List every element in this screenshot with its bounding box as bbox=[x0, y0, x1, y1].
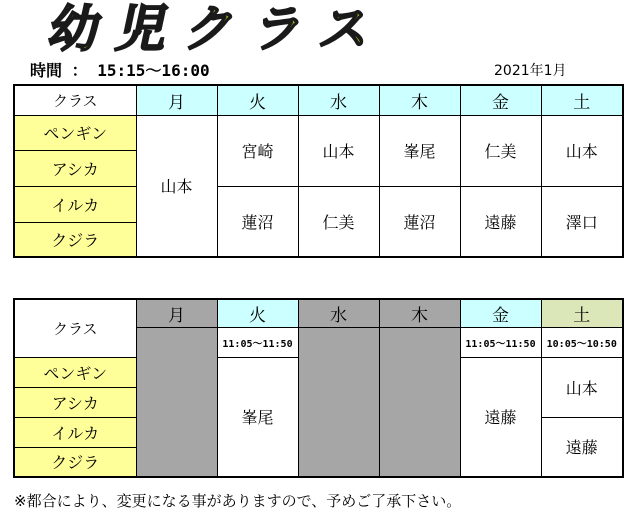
teacher-cell: 遠藤 bbox=[460, 357, 541, 477]
class-column-header: クラス bbox=[14, 85, 136, 115]
teacher-cell: 山本 bbox=[136, 115, 217, 257]
day-header-wed: 水 bbox=[298, 299, 379, 327]
day-header-sat: 土 bbox=[541, 299, 623, 327]
class-name: クジラ bbox=[14, 447, 136, 477]
weekday-schedule-table bbox=[13, 84, 624, 258]
teacher-cell: 峯尾 bbox=[217, 357, 298, 477]
class-name: アシカ bbox=[14, 150, 136, 186]
class-name: クジラ bbox=[14, 222, 136, 257]
teacher-cell: 蓮沼 bbox=[217, 186, 298, 257]
table-header-row bbox=[14, 299, 623, 327]
teacher-cell: 遠藤 bbox=[541, 417, 623, 477]
teacher-cell: 仁美 bbox=[298, 186, 379, 257]
class-name: アシカ bbox=[14, 387, 136, 417]
table-header-row bbox=[14, 85, 623, 115]
time-slot-fri: 11:05〜11:50 bbox=[460, 327, 541, 357]
day-header-mon: 月 bbox=[136, 299, 217, 327]
day-header-thu: 木 bbox=[379, 85, 460, 115]
closed-cell-wed bbox=[298, 327, 379, 477]
day-header-mon: 月 bbox=[136, 85, 217, 115]
teacher-cell: 山本 bbox=[541, 357, 623, 417]
schedule-date: 2021年1月 bbox=[494, 63, 567, 79]
teacher-cell: 遠藤 bbox=[460, 186, 541, 257]
class-name: ペンギン bbox=[14, 115, 136, 150]
teacher-cell: 蓮沼 bbox=[379, 186, 460, 257]
footer-note: ※都合により、変更になる事がありますので、予めご了承下さい。 bbox=[14, 492, 462, 510]
class-column-header: クラス bbox=[14, 299, 136, 357]
teacher-cell: 山本 bbox=[298, 115, 379, 186]
page-title: 幼児クラス bbox=[43, 0, 395, 58]
day-header-tue: 火 bbox=[217, 85, 298, 115]
time-slot-tue: 11:05〜11:50 bbox=[217, 327, 298, 357]
teacher-cell: 山本 bbox=[541, 115, 623, 186]
teacher-cell: 仁美 bbox=[460, 115, 541, 186]
day-header-fri: 金 bbox=[460, 299, 541, 327]
teacher-cell: 宮崎 bbox=[217, 115, 298, 186]
day-header-wed: 水 bbox=[298, 85, 379, 115]
day-header-tue: 火 bbox=[217, 299, 298, 327]
teacher-cell: 峯尾 bbox=[379, 115, 460, 186]
table-row bbox=[14, 186, 623, 222]
morning-schedule-table bbox=[13, 298, 624, 478]
closed-cell-thu bbox=[379, 327, 460, 477]
lesson-time: 時間 ： 15:15〜16:00 bbox=[30, 61, 210, 80]
day-header-thu: 木 bbox=[379, 299, 460, 327]
time-slot-sat: 10:05〜10:50 bbox=[541, 327, 623, 357]
day-header-sat: 土 bbox=[541, 85, 623, 115]
day-header-fri: 金 bbox=[460, 85, 541, 115]
table-row bbox=[14, 115, 623, 150]
class-name: イルカ bbox=[14, 417, 136, 447]
teacher-cell: 澤口 bbox=[541, 186, 623, 257]
class-name: ペンギン bbox=[14, 357, 136, 387]
closed-cell-mon bbox=[136, 327, 217, 477]
class-name: イルカ bbox=[14, 186, 136, 222]
